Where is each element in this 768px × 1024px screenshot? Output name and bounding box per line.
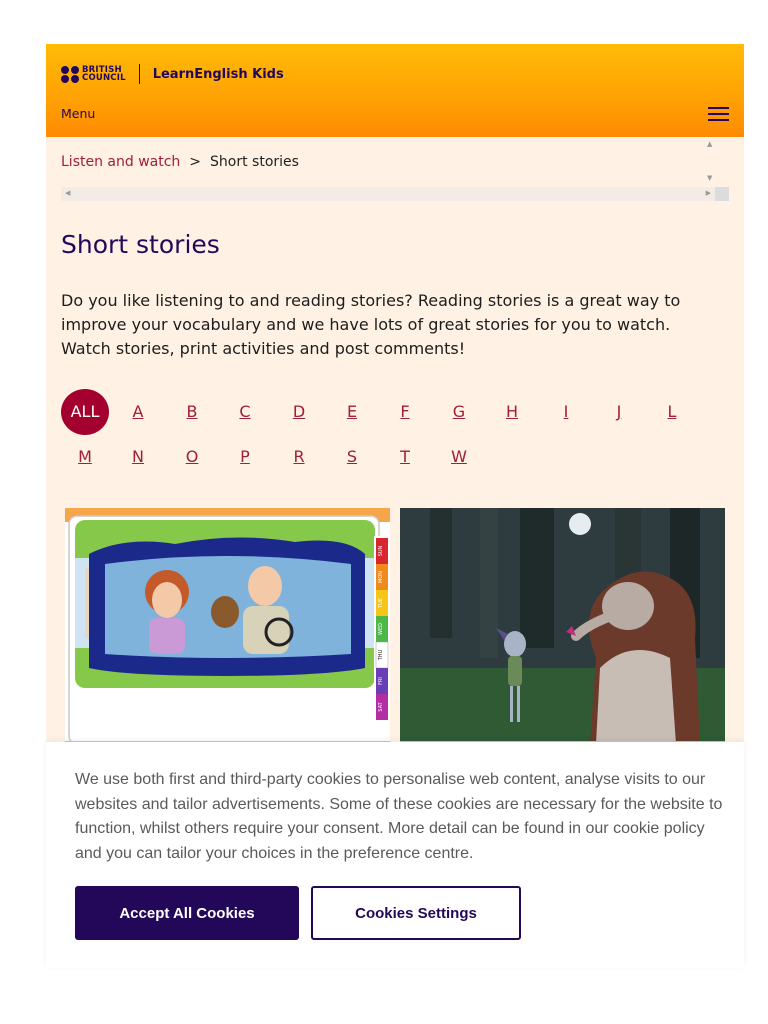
breadcrumb-horizontal-scrollbar[interactable] [61, 187, 715, 201]
letter-filter-g[interactable]: G [452, 402, 466, 421]
logo-line-1: BRITISH [82, 64, 122, 75]
cookies-settings-button[interactable]: Cookies Settings [311, 886, 521, 940]
page-intro: Do you like listening to and reading stories? Reading stories is a great way to improve your vocabulary and we have lots of great stories for you to watch. Watch stories, print activities and post comments! [61, 291, 681, 358]
menu-label[interactable]: Menu [61, 106, 96, 121]
page-title: Short stories [61, 230, 220, 259]
story-thumbnail-car [65, 508, 390, 744]
calendar-tab-wed: WED [378, 623, 384, 635]
scroll-left-arrow-icon[interactable]: ◀ [65, 189, 71, 197]
site-header [46, 44, 744, 137]
letter-filter-n[interactable]: N [132, 447, 144, 466]
story-card-2[interactable] [400, 508, 725, 744]
calendar-tab-thu: THU [378, 649, 384, 661]
breadcrumb-separator: > [189, 154, 202, 170]
scroll-up-arrow-icon[interactable]: ▲ [707, 140, 713, 148]
letter-filter-b[interactable]: B [186, 402, 198, 421]
letter-filter-d[interactable]: D [292, 402, 306, 421]
letter-filter-s[interactable]: S [346, 447, 358, 466]
calendar-tab-fri: FRI [378, 677, 384, 685]
logo-line-2: COUNCIL [82, 73, 126, 83]
story-thumbnail-forest [400, 508, 725, 744]
letter-filter-r[interactable]: R [293, 447, 305, 466]
logo-wordmark [82, 66, 126, 83]
letter-filter-all[interactable]: ALL [61, 389, 109, 435]
letter-filter-o[interactable]: O [185, 447, 199, 466]
scrollbar-corner [715, 187, 729, 201]
breadcrumb-vertical-scrollbar[interactable] [705, 137, 715, 185]
letter-filter-a[interactable]: A [132, 402, 144, 421]
letter-filter-w[interactable]: W [451, 447, 467, 466]
letter-filter-t[interactable]: T [400, 447, 410, 466]
breadcrumb-link-listen-and-watch[interactable]: Listen and watch [61, 154, 181, 170]
cookie-banner [46, 742, 744, 968]
breadcrumb-container [61, 137, 729, 201]
letter-filter-c[interactable]: C [239, 402, 251, 421]
scroll-right-arrow-icon[interactable]: ▶ [705, 189, 711, 197]
hamburger-menu-icon[interactable] [708, 107, 729, 121]
letter-filter-p[interactable]: P [240, 447, 250, 466]
letter-filter-l[interactable]: L [667, 402, 677, 421]
british-council-logo[interactable] [61, 64, 284, 84]
letter-filter-i[interactable]: I [563, 402, 569, 421]
breadcrumb-current: Short stories [210, 154, 299, 170]
story-card-1[interactable] [65, 508, 390, 744]
cookie-message: We use both first and third-party cookies to personalise web content, analyse visits to our websites and tailor advertisements. Some of these cookies are necessary for the website to function, whilst others require your consent. More detail can be found in our cookie policy and you can tailor your choices in the preference centre. [75, 771, 723, 862]
letter-filter-e[interactable]: E [346, 402, 358, 421]
logo-divider [139, 64, 140, 84]
letter-filter-m[interactable]: M [78, 447, 92, 466]
letter-filter-j[interactable]: J [616, 402, 622, 421]
calendar-tab-tue: TUE [378, 598, 384, 608]
calendar-tab-mon: MON [378, 571, 384, 583]
logo-dots-icon [61, 66, 79, 83]
letter-filter-f[interactable]: F [400, 402, 410, 421]
calendar-tab-sat: SAT [378, 702, 384, 712]
accept-all-cookies-button[interactable]: Accept All Cookies [75, 886, 299, 940]
scroll-down-arrow-icon[interactable]: ▼ [707, 174, 713, 182]
product-name: LearnEnglish Kids [152, 66, 284, 82]
calendar-tab-sun: SUN [378, 545, 384, 557]
letter-filter-h[interactable]: H [505, 402, 519, 421]
breadcrumb [61, 154, 299, 170]
